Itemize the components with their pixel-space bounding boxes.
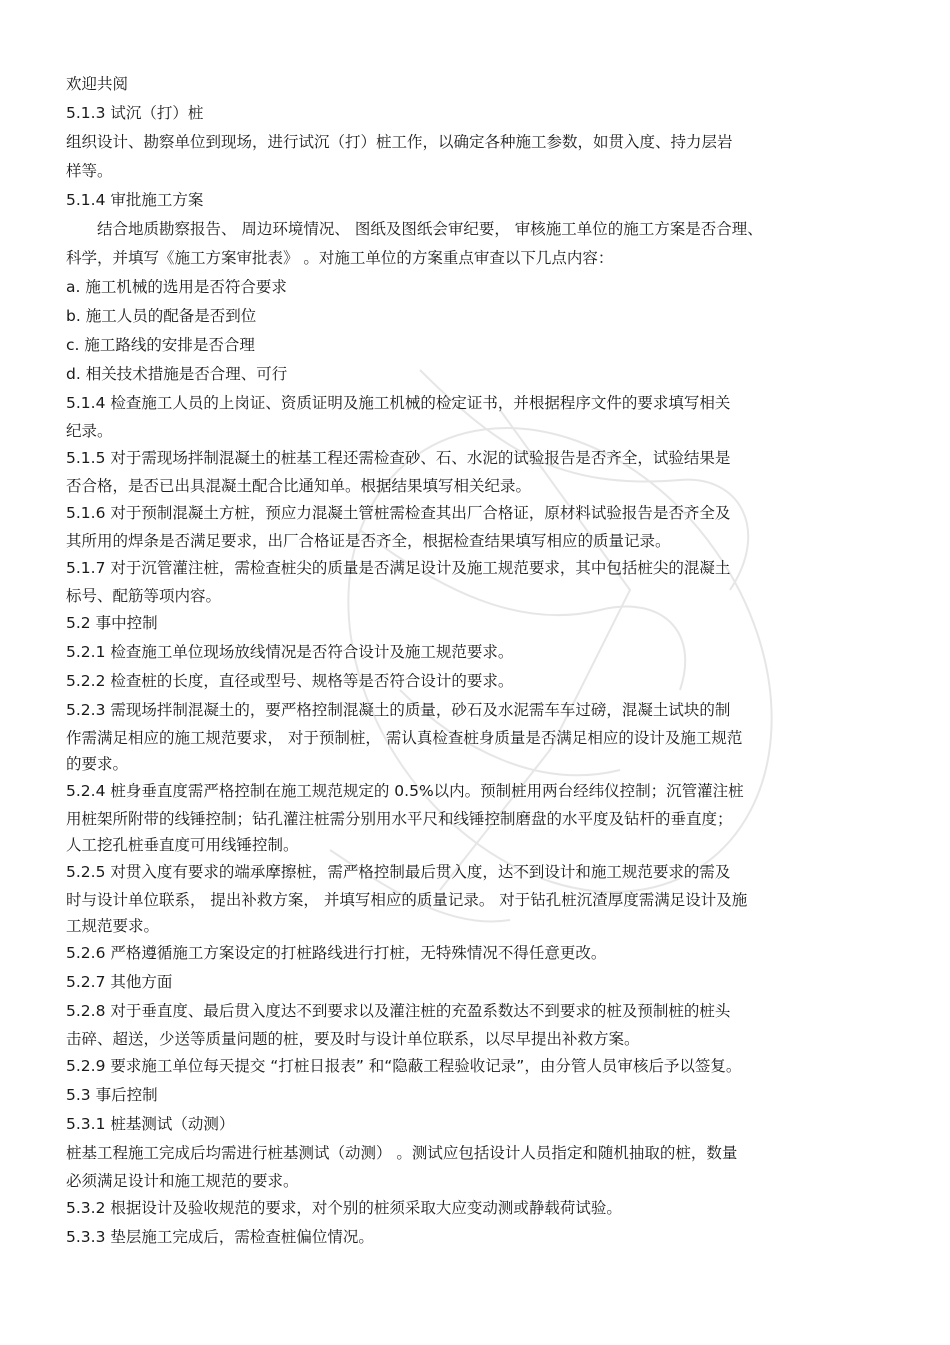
section-heading: 5.3 事后控制 [66,1086,158,1104]
section-heading: 5.1.4 审批施工方案 [66,191,204,209]
text-line: 工规范要求。 [66,917,160,935]
list-item: b. 施工人员的配备是否到位 [66,307,257,325]
text-line: 5.1.5 对于需现场拌制混凝土的桩基工程还需检查砂、石、水泥的试验报告是否齐全，试验结果是 [66,449,731,467]
document-body [66,70,886,1252]
text-line: 击碎、超送，少送等质量问题的桩，要及时与设计单位联系，以尽早提出补救方案。 [66,1030,640,1048]
text-line: 否合格，是否已出具混凝土配合比通知单。根据结果填写相关纪录。 [66,477,532,495]
text-line: 5.2.4 桩身垂直度需严格控制在施工规范规定的 0.5%以内。预制桩用两台经纬仪控制；沉管灌注桩 [66,782,744,800]
text-line: 5.2.1 检查施工单位现场放线情况是否符合设计及施工规范要求。 [66,643,514,661]
text-line: 5.3.3 垫层施工完成后，需检查桩偏位情况。 [66,1228,374,1246]
text-line: 时与设计单位联系， 提出补救方案， 并填写相应的质量记录。 对于钻孔桩沉渣厚度需满足设计及施 [66,891,748,909]
text-line: 结合地质勘察报告、 周边环境情况、 图纸及图纸会审纪要， 审核施工单位的施工方案是否合理、 [66,220,763,238]
section-heading: 5.2 事中控制 [66,614,158,632]
text-line: 5.2.5 对贯入度有要求的端承摩擦桩，需严格控制最后贯入度，达不到设计和施工规范要求的需及 [66,863,731,881]
text-line: 桩基工程施工完成后均需进行桩基测试（动测） 。测试应包括设计人员指定和随机抽取的桩，数量 [66,1144,738,1162]
list-item: c. 施工路线的安排是否合理 [66,336,255,354]
text-line: 其所用的焊条是否满足要求，出厂合格证是否齐全，根据检查结果填写相应的质量记录。 [66,532,671,550]
text-line: 的要求。 [66,755,129,773]
section-heading: 5.2.7 其他方面 [66,973,173,991]
text-line: 5.3.2 根据设计及验收规范的要求，对个别的桩须采取大应变动测或静载荷试验。 [66,1199,622,1217]
text-line: 5.1.7 对于沉管灌注桩，需检查桩尖的质量是否满足设计及施工规范要求，其中包括桩尖的混凝土 [66,559,731,577]
text-line: 5.2.9 要求施工单位每天提交 “打桩日报表” 和“隐蔽工程验收记录”，由分管人员审核后予以签复。 [66,1057,742,1075]
text-line: 必须满足设计和施工规范的要求。 [66,1172,299,1190]
text-line: 用桩架所附带的线锤控制；钻孔灌注桩需分别用水平尺和线锤控制磨盘的水平度及钻杆的垂直度； [66,810,733,828]
text-line: 5.1.6 对于预制混凝土方桩，预应力混凝土管桩需检查其出厂合格证，原材料试验报告是否齐全及 [66,504,731,522]
text-line: 5.2.3 需现场拌制混凝土的，要严格控制混凝土的质量，砂石及水泥需车车过磅，混凝土试块的制 [66,701,731,719]
section-heading: 5.3.1 桩基测试（动测） [66,1115,235,1133]
text-line: 5.2.6 严格遵循施工方案设定的打桩路线进行打桩，无特殊情况不得任意更改。 [66,944,607,962]
text-line: 5.2.8 对于垂直度、最后贯入度达不到要求以及灌注桩的充盈系数达不到要求的桩及预制桩的桩头 [66,1002,731,1020]
list-item: a. 施工机械的选用是否符合要求 [66,278,287,296]
text-line: 5.2.2 检查桩的长度，直径或型号、规格等是否符合设计的要求。 [66,672,514,690]
text-line: 5.1.4 检查施工人员的上岗证、资质证明及施工机械的检定证书，并根据程序文件的要求填写相关 [66,394,731,412]
text-line: 标号、配筋等项内容。 [66,587,222,605]
text-line: 样等。 [66,162,113,180]
section-heading: 5.1.3 试沉（打）桩 [66,104,204,122]
text-line: 欢迎共阅 [66,75,129,93]
text-line: 纪录。 [66,422,113,440]
text-line: 作需满足相应的施工规范要求， 对于预制桩， 需认真检查桩身质量是否满足相应的设计及施工规范 [66,729,743,747]
text-line: 人工挖孔桩垂直度可用线锤控制。 [66,836,299,854]
text-line: 组织设计、勘察单位到现场，进行试沉（打）桩工作，以确定各种施工参数，如贯入度、持力层岩 [66,133,733,151]
text-line: 科学，并填写《施工方案审批表》 。对施工单位的方案重点审查以下几点内容： [66,249,614,267]
list-item: d. 相关技术措施是否合理、可行 [66,365,288,383]
